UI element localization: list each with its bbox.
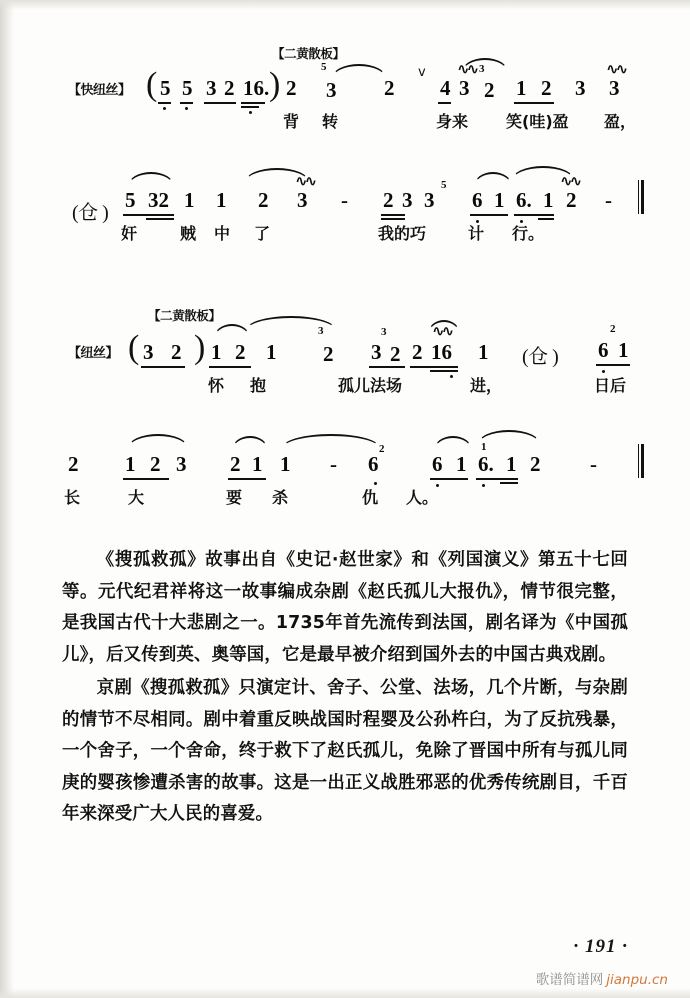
grace-note-3-3: 2 — [610, 323, 616, 335]
lyric-3-5: 日后 — [594, 376, 627, 395]
note-3-10: 6 — [598, 338, 609, 362]
note-2-14: 2 — [566, 188, 577, 212]
grace-note-2-1: 5 — [441, 179, 447, 191]
lyric-1-1: 背 — [283, 112, 300, 131]
note-2-4: 1 — [216, 188, 227, 212]
slur-2-3 — [474, 172, 512, 186]
tremolo-mark-3: ∿∿ — [295, 172, 315, 190]
beam-1-78 — [514, 102, 554, 104]
note-3-perc-a: 3 — [143, 340, 154, 364]
grace-note-1-2: 3 — [479, 63, 485, 75]
lyric-4-3: 要 — [226, 488, 243, 507]
note-1-7: 1 — [516, 76, 527, 100]
note-2-6: 3 — [297, 188, 308, 212]
cue-label-percussion-cang-2: (仓 ) — [522, 346, 559, 368]
beam-4-3 — [430, 478, 468, 480]
lyric-1-5: 盈， — [604, 112, 637, 131]
note-2-5: 2 — [258, 188, 269, 212]
tremolo-mark-4: ∿∿ — [560, 172, 580, 190]
commentary-text — [62, 545, 628, 833]
beam-3-3 — [410, 366, 458, 368]
note-1-9: 3 — [575, 76, 586, 100]
lyric-1-3: 身来 — [436, 112, 469, 131]
grace-note-1-1: 5 — [321, 61, 327, 73]
lyric-3-3: 孤儿法场 — [338, 376, 403, 395]
lyric-3-1: 怀 — [208, 376, 225, 395]
paragraph-1: 《搜孤救孤》故事出自《史记·赵世家》和《列国演义》第五十七回等。元代纪君祥将这一故事编成杂剧《赵氏孤儿大报仇》，情节很完整，是我国古代十大悲剧之一。1735年首先流传到法国，剧名译为《中国孤儿》，后又传到英、奥等国，它是最早被介绍到国外去的中国古典戏剧。 — [62, 550, 628, 665]
note-perc-1c: 3 — [206, 76, 217, 100]
note-2-8: 3 — [402, 188, 413, 212]
grace-note-4-2: 1 — [481, 441, 487, 453]
note-2-12: 6. — [516, 188, 532, 212]
paren-close-3: ) — [194, 329, 206, 366]
slur-4-2 — [232, 436, 268, 450]
beam-2-7 — [538, 218, 554, 220]
note-perc-1e: 16. — [243, 76, 270, 100]
watermark-site-name: 歌谱简谱网 — [535, 972, 604, 988]
sustain-dash-4-2: - — [590, 452, 597, 476]
lyric-3-2: 抱 — [250, 376, 267, 395]
note-4-4: 3 — [176, 452, 187, 476]
mode-tag-erhuang-sanban-2: 【二黄散板】 — [148, 308, 221, 323]
note-4-7: 1 — [280, 452, 291, 476]
beam-2-3 — [381, 214, 405, 216]
note-4-10: 1 — [456, 452, 467, 476]
paren-open-1: ( — [146, 66, 158, 103]
page-number: · 191 · — [573, 936, 628, 957]
sustain-dash-2-1: - — [341, 188, 348, 212]
note-3-6: 2 — [390, 342, 401, 366]
slur-2-1 — [128, 172, 174, 186]
lyric-2-5: 我的巧 — [378, 224, 427, 243]
lyric-4-6: 人。 — [406, 488, 439, 507]
note-perc-1d: 2 — [224, 76, 235, 100]
beam-perc-1a — [158, 102, 171, 104]
lyric-3-4: 进， — [470, 376, 503, 395]
octave-dot-perc-1b — [185, 107, 188, 110]
note-1-2: 3 — [326, 78, 337, 102]
breath-mark-1: v — [418, 65, 426, 80]
beam-3-4 — [430, 370, 458, 372]
beam-perc-1e-1 — [241, 102, 265, 104]
slur-1-1 — [332, 64, 386, 78]
tremolo-mark-5: ∿∿ — [432, 322, 452, 340]
slur-4-1 — [128, 434, 188, 448]
note-4-3: 2 — [150, 452, 161, 476]
note-2-11: 1 — [494, 188, 505, 212]
note-3-7: 2 — [412, 340, 423, 364]
paragraph-2: 京剧《搜孤救孤》只演定计、舍子、公堂、法场，几个片断，与杂剧的情节不尽相同。剧中着重反映战国时程婴及公孙杵臼，为了反抗残暴，一个舍子，一个舍命，终于救下了赵氏孤儿，免除了晋国中所有与孤儿同庚的婴孩惨遭杀害的故事。这是一出正义战胜邪恶的优秀传统剧目，千百年来深受广大人民的喜爱。 — [62, 678, 628, 824]
grace-note-3-1: 3 — [318, 325, 324, 337]
lyric-2-1: 奸 — [121, 224, 138, 243]
note-3-9: 1 — [478, 340, 489, 364]
beam-2-4 — [381, 218, 405, 220]
note-3-2: 2 — [235, 340, 246, 364]
scan-edge-shadow-top — [0, 0, 690, 10]
beam-4-4 — [476, 478, 518, 480]
note-1-4: 4 — [440, 76, 451, 100]
lyric-2-7: 行。 — [512, 224, 545, 243]
note-2-9: 3 — [424, 188, 435, 212]
beam-perc-1e-2 — [241, 106, 259, 108]
cue-label-niusi: 【纽丝】 — [68, 346, 119, 361]
lyric-1-2: 转 — [322, 112, 339, 131]
note-3-8: 16 — [431, 340, 452, 364]
note-1-6: 2 — [484, 78, 495, 102]
note-4-9: 6 — [432, 452, 443, 476]
note-4-8: 6 — [368, 452, 379, 476]
slur-4-5 — [478, 430, 540, 444]
lyric-2-4: 了 — [254, 224, 271, 243]
beam-3-1 — [209, 366, 251, 368]
beam-3-5 — [596, 364, 630, 366]
note-1-3: 2 — [384, 76, 395, 100]
note-2-10: 6 — [472, 188, 483, 212]
watermark-url: jianpu.cn — [606, 972, 668, 988]
beam-3-2 — [369, 366, 405, 368]
note-1-8: 2 — [541, 76, 552, 100]
note-perc-1b: 5 — [182, 76, 193, 100]
note-4-13: 2 — [530, 452, 541, 476]
beam-2-5 — [470, 214, 508, 216]
cue-label-percussion-cang-1: (仓 ) — [72, 202, 109, 224]
slur-3-2 — [246, 316, 336, 330]
tremolo-mark-2: ∿∿ — [606, 60, 626, 78]
note-1-10: 3 — [609, 76, 620, 100]
octave-dot-2-1 — [476, 220, 479, 223]
note-2-13: 1 — [543, 188, 554, 212]
lyric-4-4: 杀 — [272, 488, 289, 507]
beam-perc-1cd — [204, 102, 236, 104]
note-1-5: 3 — [459, 76, 470, 100]
watermark — [536, 968, 668, 988]
tremolo-mark-1: ∿∿ — [457, 60, 477, 78]
note-4-12: 1 — [506, 452, 517, 476]
lyric-2-3: 中 — [214, 224, 231, 243]
note-3-5: 3 — [371, 340, 382, 364]
note-perc-1a: 5 — [160, 76, 171, 100]
final-barline-2 — [638, 444, 645, 478]
beam-1-4 — [438, 102, 451, 104]
note-4-1: 2 — [68, 452, 79, 476]
octave-dot-4-3 — [482, 484, 485, 487]
lyric-2-2: 贼 — [180, 224, 197, 243]
beam-4-5 — [500, 482, 518, 484]
beam-4-2 — [228, 478, 266, 480]
octave-dot-3-2 — [602, 370, 605, 373]
slur-4-3 — [282, 434, 380, 448]
note-3-3: 1 — [266, 340, 277, 364]
note-2-2: 32 — [148, 188, 169, 212]
octave-dot-3-1 — [450, 375, 453, 378]
final-barline-1 — [638, 180, 645, 214]
note-2-3: 1 — [184, 188, 195, 212]
scan-edge-shadow-bottom — [0, 988, 690, 998]
grace-note-4-1: 2 — [379, 443, 385, 455]
lyric-4-5: 仇 — [362, 488, 379, 507]
mode-tag-erhuang-sanban-1: 【二黄散板】 — [272, 46, 345, 61]
beam-2-6 — [514, 214, 554, 216]
slur-3-1 — [214, 324, 250, 338]
note-3-4: 2 — [323, 342, 334, 366]
beam-2-1 — [123, 214, 174, 216]
paren-open-3: ( — [128, 329, 140, 366]
note-4-2: 1 — [125, 452, 136, 476]
octave-dot-4-2 — [436, 484, 439, 487]
score-system-1 — [0, 38, 690, 158]
note-3-11: 1 — [618, 338, 629, 362]
sustain-dash-2-2: - — [605, 188, 612, 212]
note-1-1: 2 — [286, 76, 297, 100]
beam-perc-1b — [180, 102, 193, 104]
slur-2-4 — [512, 166, 574, 180]
octave-dot-2-2 — [520, 220, 523, 223]
note-4-6: 1 — [252, 452, 263, 476]
score-system-4 — [0, 422, 690, 542]
lyric-4-2: 大 — [128, 488, 145, 507]
octave-dot-perc-1a — [163, 107, 166, 110]
note-4-5: 2 — [230, 452, 241, 476]
lyric-4-1: 长 — [64, 488, 81, 507]
cue-label-kuai-niusi: 【快纽丝】 — [68, 83, 131, 98]
note-3-perc-b: 2 — [171, 340, 182, 364]
beam-4-1 — [123, 478, 169, 480]
jianpu-score — [0, 38, 690, 542]
lyric-1-4: 笑(哇)盈 — [506, 112, 569, 131]
grace-note-3-2: 3 — [381, 326, 387, 338]
beam-2-2 — [146, 218, 174, 220]
lyric-2-6: 计 — [468, 224, 485, 243]
score-system-3 — [0, 302, 690, 422]
sustain-dash-4-1: - — [330, 452, 337, 476]
note-3-1: 1 — [211, 340, 222, 364]
slur-2-2 — [245, 168, 309, 182]
octave-dot-4-1 — [374, 482, 377, 485]
note-2-1: 5 — [125, 188, 136, 212]
score-system-2 — [0, 158, 690, 278]
beam-3-perc — [141, 366, 185, 368]
slur-4-4 — [434, 436, 472, 450]
note-4-11: 6. — [478, 452, 494, 476]
note-2-7: 2 — [383, 188, 394, 212]
octave-dot-perc-1e — [249, 111, 252, 114]
paren-close-1: ) — [269, 66, 281, 103]
